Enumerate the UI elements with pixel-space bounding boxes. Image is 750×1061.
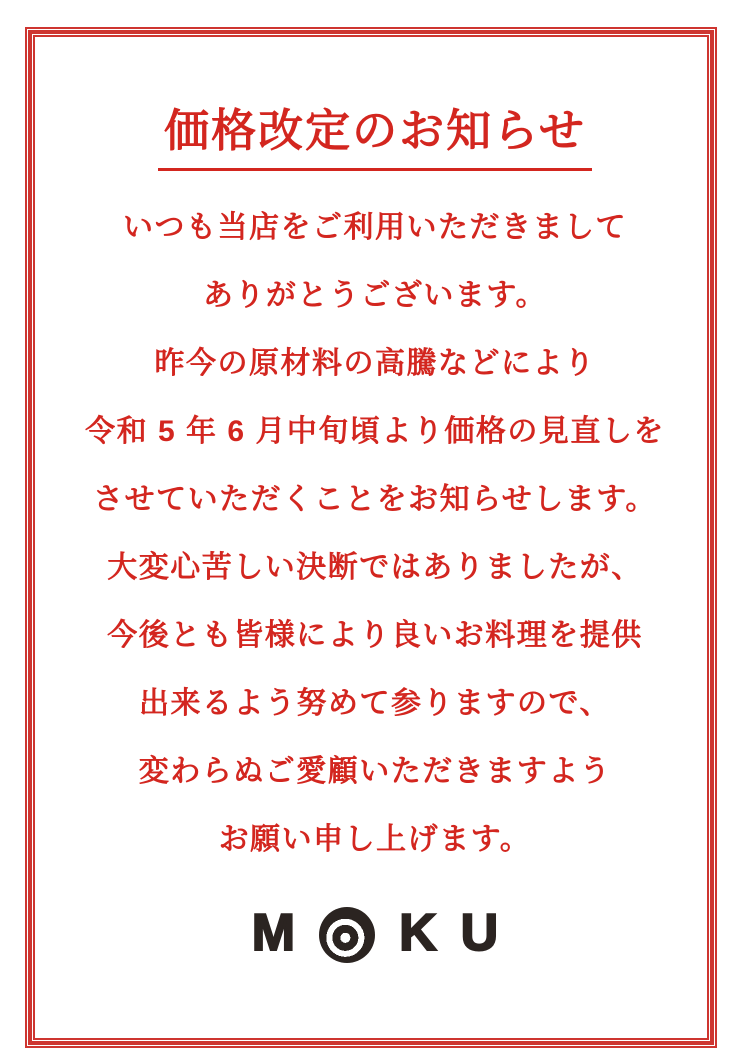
notice-title xyxy=(0,94,750,171)
notice-body-line: お願い申し上げます。 xyxy=(218,823,532,856)
notice-body-line: させていただくことをお知らせします。 xyxy=(93,483,657,516)
notice-body-line: いつも当店をご利用いただきまして xyxy=(123,211,627,244)
logo-letter-m: M xyxy=(251,904,296,962)
notice-body-line: 出来るよう努めて参りますので、 xyxy=(139,687,611,720)
notice-body xyxy=(40,194,710,874)
logo-o-ring-icon xyxy=(319,907,375,963)
notice-body-line: ありがとうございます。 xyxy=(202,279,548,312)
logo-letter-u: U xyxy=(460,904,499,962)
notice-title-text: 価格改定のお知らせ xyxy=(158,94,592,171)
moku-logo xyxy=(0,903,750,963)
notice-body-line: 今後とも皆様により良いお料理を提供 xyxy=(107,619,643,652)
notice-body-line: 大変心苦しい決断ではありましたが、 xyxy=(107,551,643,584)
logo-letter-k: K xyxy=(399,904,437,962)
notice-body-line: 令和 5 年 6 月中旬頃より価格の見直しを xyxy=(85,415,665,448)
notice-body-line: 変わらぬご愛顧いただきますよう xyxy=(138,755,612,788)
notice-body-line: 昨今の原材料の高騰などにより xyxy=(154,347,596,380)
